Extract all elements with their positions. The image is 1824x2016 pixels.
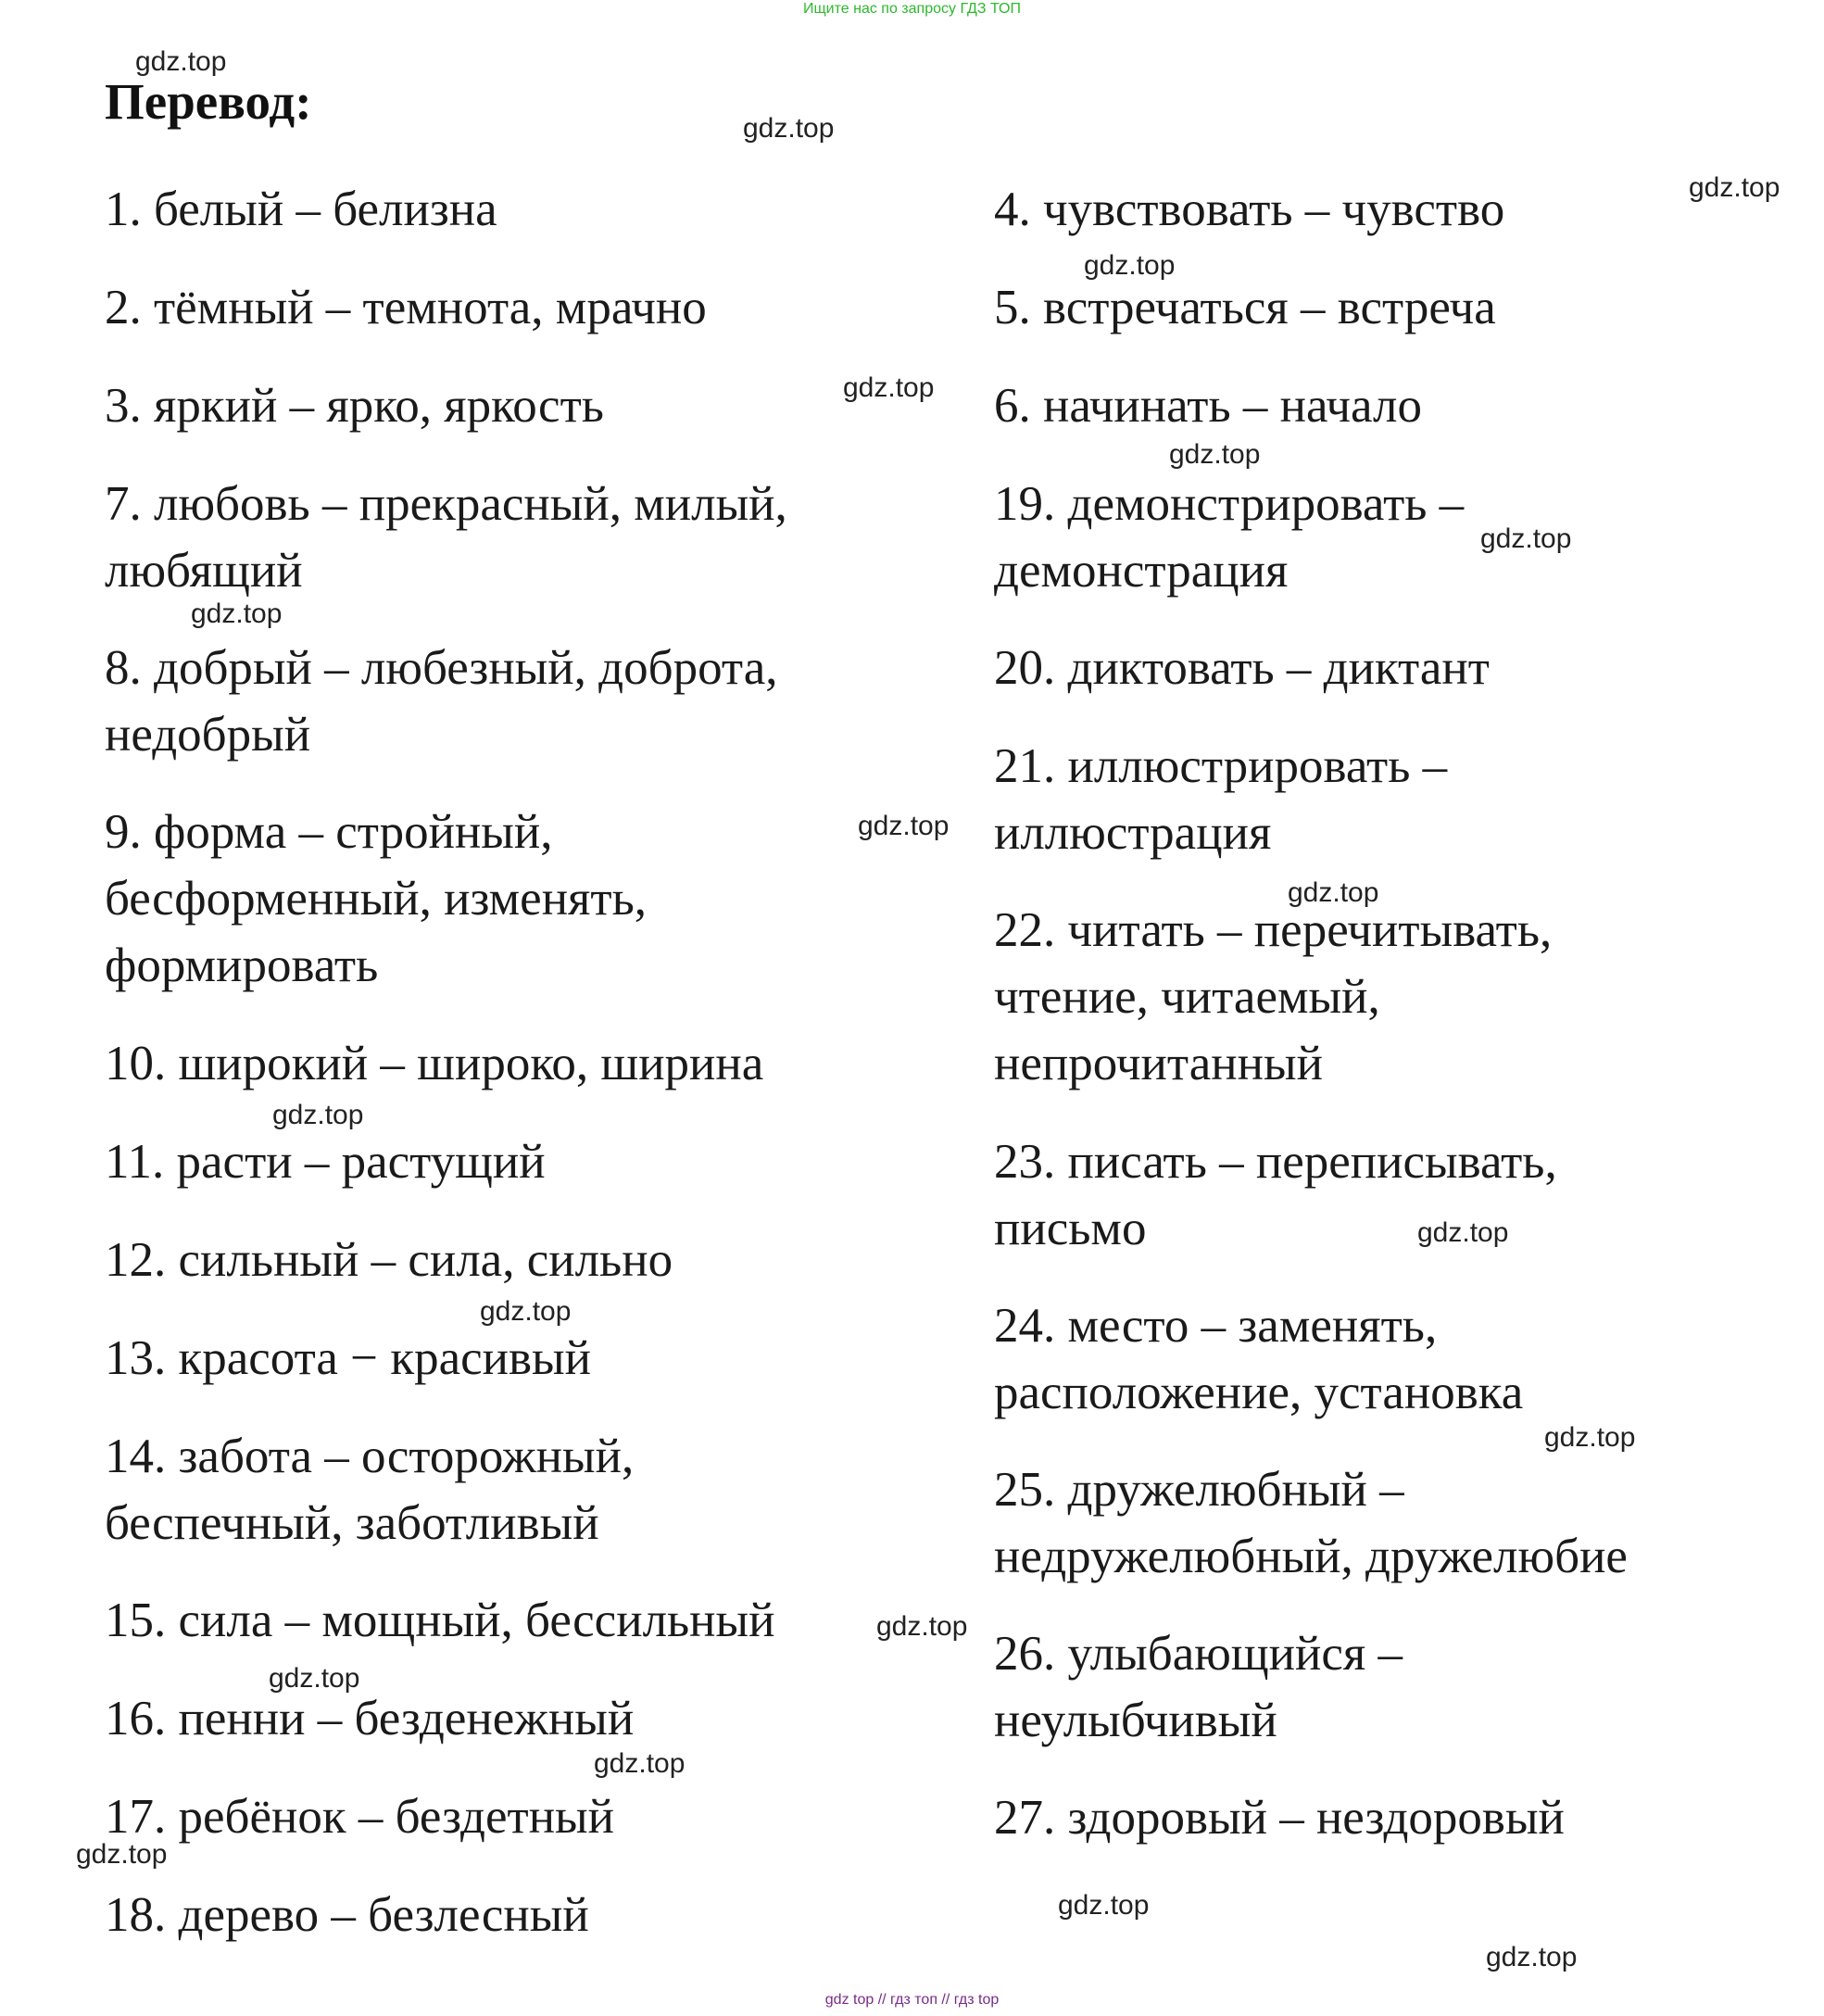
- watermark: gdz.top: [858, 811, 950, 841]
- list-item-21: 21. иллюстрировать – иллюстрация: [994, 739, 1448, 860]
- bottom-banner[interactable]: gdz top // гдз топ // гдз top: [824, 1992, 1000, 2008]
- list-item-12: 12. сильный – сила, сильно: [105, 1233, 673, 1287]
- list-item-9: 9. форма – стройный, бесформенный, изменять, формировать: [105, 805, 648, 992]
- top-banner[interactable]: Ищите нас по запросу ГДЗ ТОП: [803, 1, 1021, 17]
- list-item-6: 6. начинать – начало: [994, 379, 1422, 433]
- watermark: gdz.top: [843, 372, 935, 403]
- list-item-26: 26. улыбающийся – неулыбчивый: [994, 1627, 1403, 1747]
- list-item-14: 14. забота – осторожный, беспечный, заботливый: [105, 1430, 635, 1550]
- watermark: gdz.top: [743, 113, 835, 144]
- list-item-2: 2. тёмный – темнота, мрачно: [105, 281, 707, 334]
- list-item-24: 24. место – заменять, расположение, установка: [994, 1299, 1524, 1419]
- list-item-27: 27. здоровый – нездоровый: [994, 1791, 1565, 1845]
- watermark: gdz.top: [480, 1296, 572, 1327]
- watermark: gdz.top: [191, 598, 283, 629]
- list-item-10: 10. широкий – широко, ширина: [105, 1037, 764, 1090]
- watermark: gdz.top: [1689, 172, 1780, 203]
- list-item-18: 18. дерево – безлесный: [105, 1888, 589, 1942]
- watermark: gdz.top: [1417, 1217, 1509, 1248]
- list-item-19: 19. демонстрировать – демонстрация: [994, 477, 1465, 598]
- list-item-5: 5. встречаться – встреча: [994, 281, 1496, 334]
- list-item-23: 23. писать – переписывать, письмо: [994, 1135, 1557, 1255]
- list-item-4: 4. чувствовать – чувство: [994, 183, 1505, 236]
- watermark: gdz.top: [594, 1748, 686, 1779]
- list-item-25: 25. дружелюбный – недружелюбный, дружелюбие: [994, 1463, 1628, 1583]
- watermark: gdz.top: [135, 46, 227, 77]
- watermark: gdz.top: [1058, 1890, 1150, 1921]
- list-item-13: 13. красота − красивый: [105, 1331, 591, 1385]
- list-item-15: 15. сила – мощный, бессильный: [105, 1594, 775, 1647]
- page-title: Перевод:: [105, 73, 312, 130]
- watermark: gdz.top: [1288, 877, 1379, 908]
- watermark: gdz.top: [1544, 1422, 1636, 1453]
- watermark: gdz.top: [1084, 250, 1176, 281]
- list-item-7: 7. любовь – прекрасный, милый, любящий: [105, 477, 787, 598]
- watermark: gdz.top: [269, 1663, 360, 1694]
- watermark: gdz.top: [1486, 1942, 1578, 1972]
- watermark: gdz.top: [1480, 523, 1572, 554]
- list-item-22: 22. читать – перечитывать, чтение, читаемый, непрочитанный: [994, 903, 1553, 1090]
- list-item-20: 20. диктовать – диктант: [994, 641, 1490, 695]
- list-item-17: 17. ребёнок – бездетный: [105, 1790, 615, 1844]
- watermark: gdz.top: [272, 1100, 364, 1130]
- watermark: gdz.top: [876, 1611, 968, 1642]
- list-item-8: 8. добрый – любезный, доброта, недобрый: [105, 641, 778, 762]
- list-item-16: 16. пенни – безденежный: [105, 1692, 635, 1745]
- watermark: gdz.top: [76, 1839, 168, 1870]
- list-item-1: 1. белый – белизна: [105, 183, 497, 236]
- list-item-3: 3. яркий – ярко, яркость: [105, 379, 604, 433]
- watermark: gdz.top: [1169, 439, 1261, 470]
- list-item-11: 11. расти – растущий: [105, 1135, 546, 1189]
